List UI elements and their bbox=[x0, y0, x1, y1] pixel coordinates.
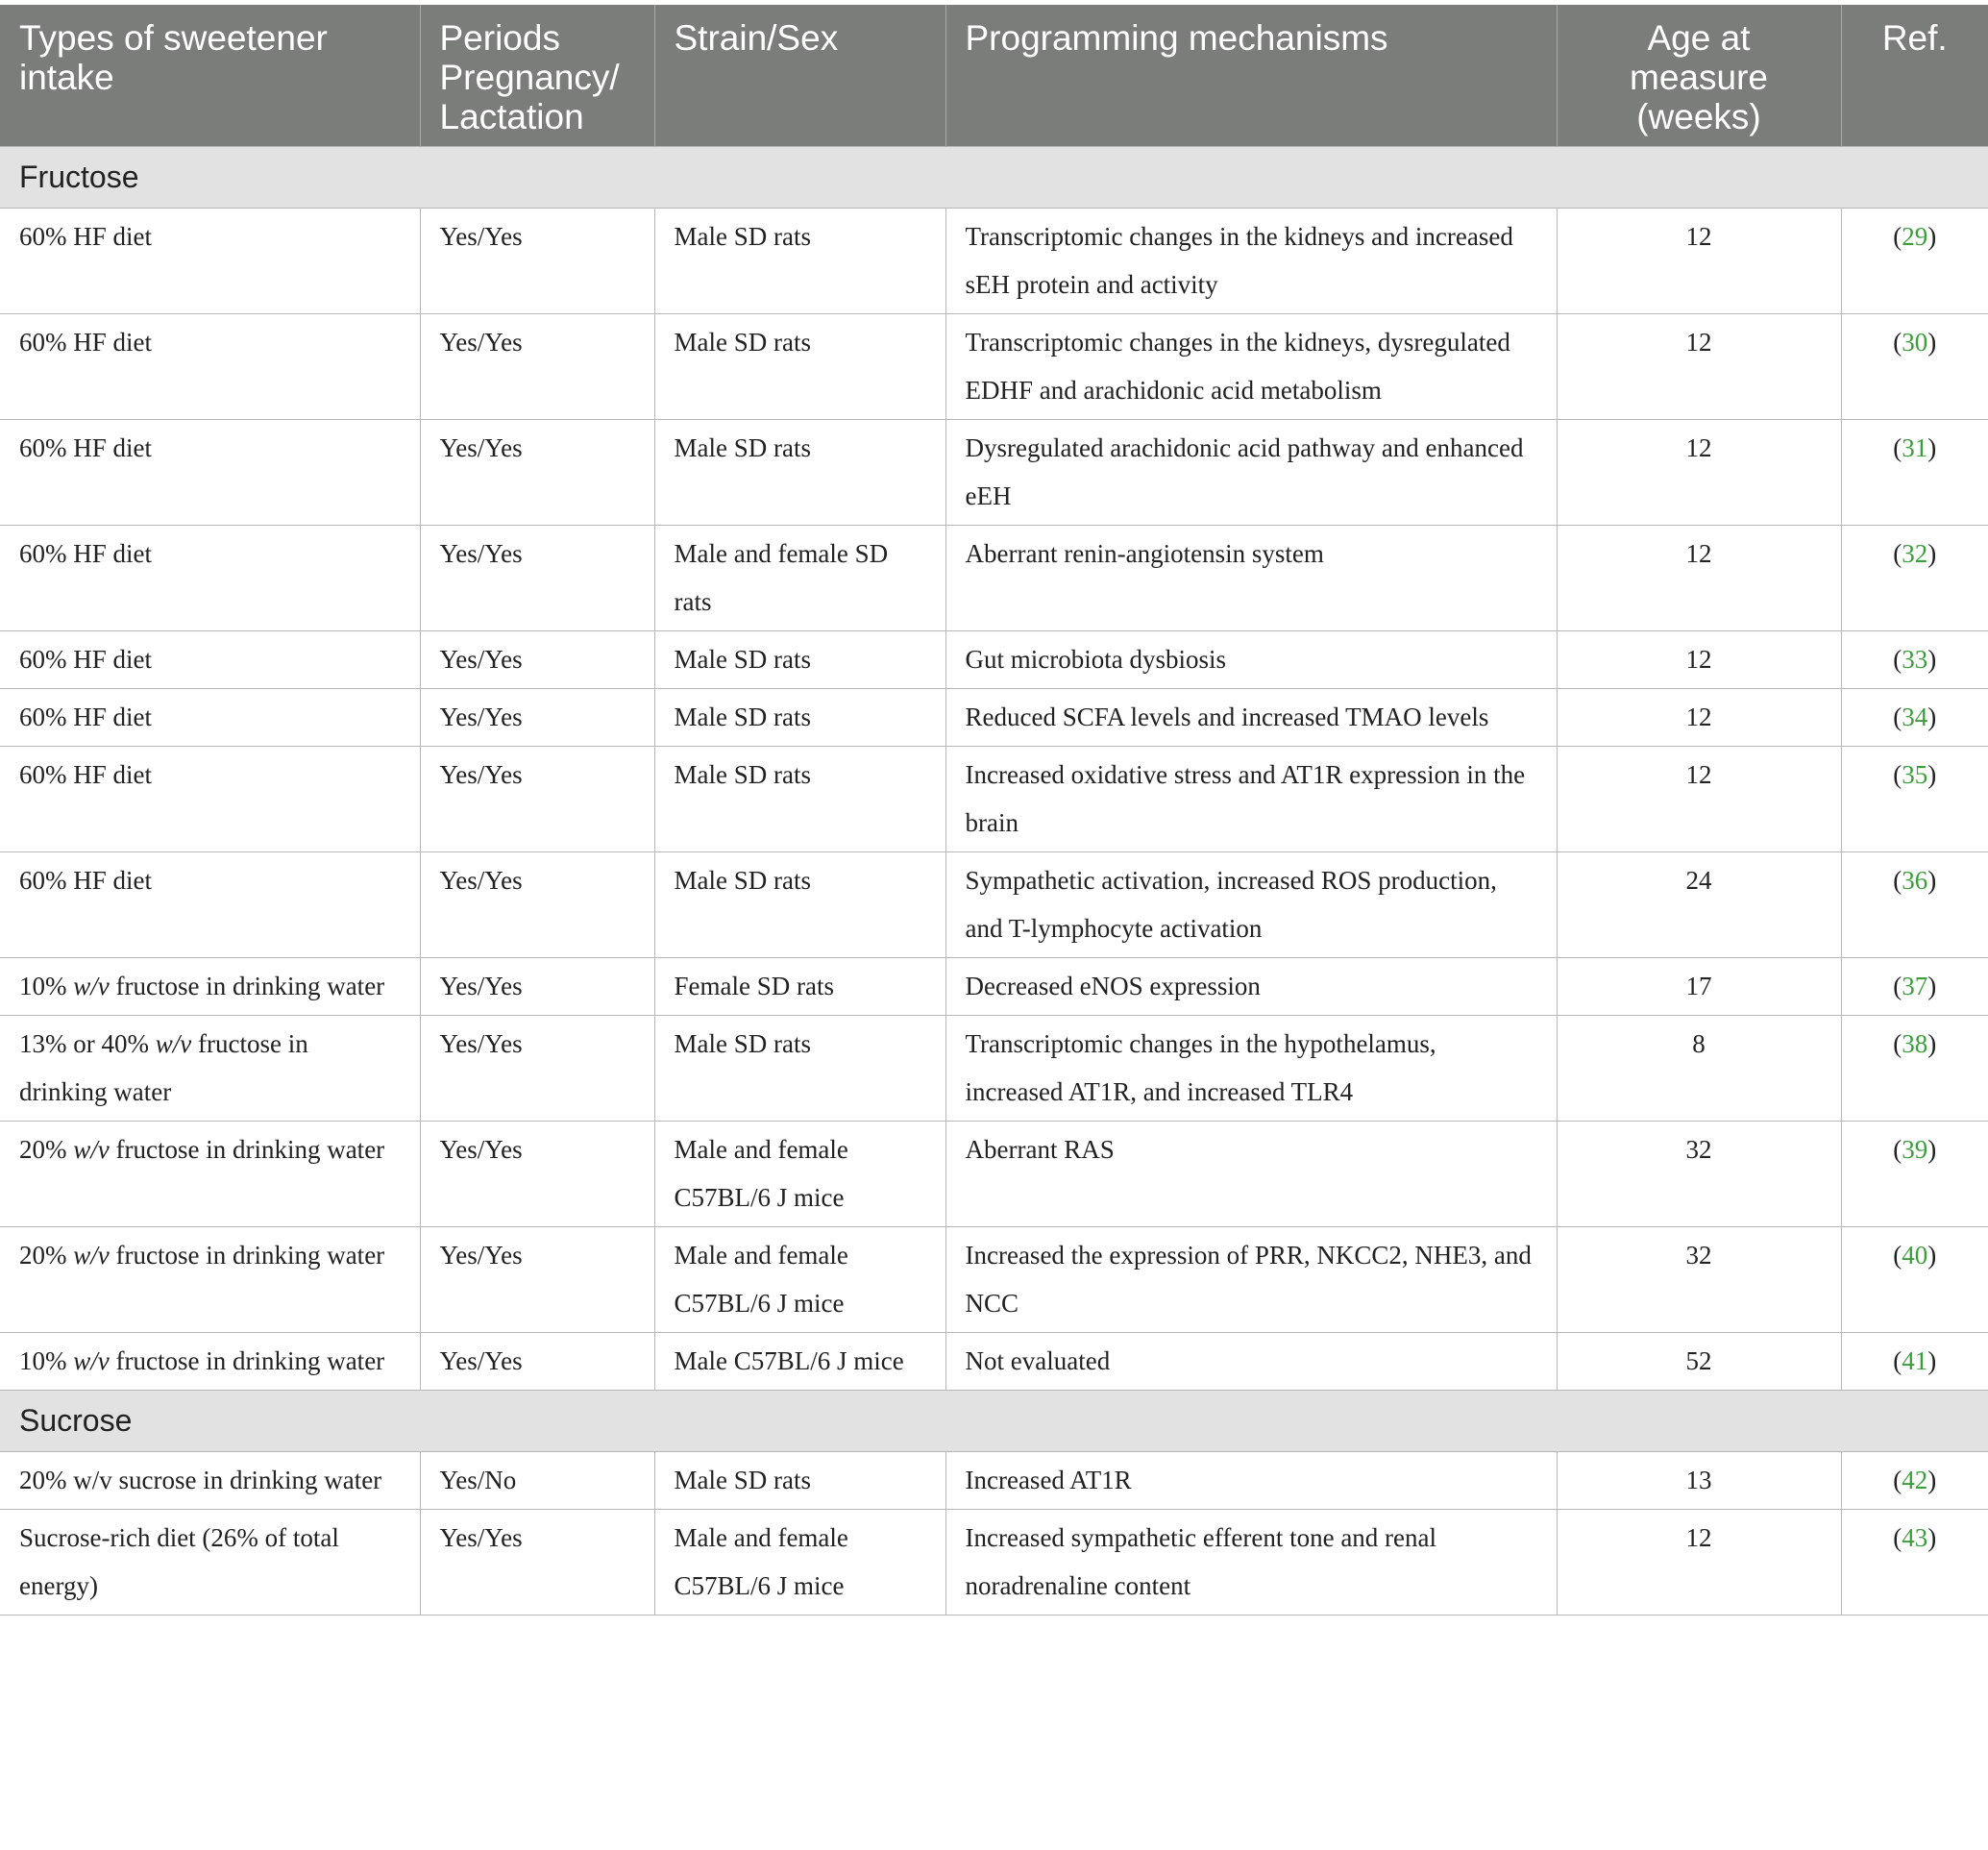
cell-programming-mechanism: Dysregulated arachidonic acid pathway and enhanced eEH bbox=[945, 420, 1557, 526]
reference-link[interactable]: 36 bbox=[1902, 866, 1928, 895]
table-row bbox=[0, 1122, 1988, 1227]
reference-link[interactable]: 31 bbox=[1902, 433, 1928, 462]
cell-age-at-measure: 12 bbox=[1557, 209, 1841, 314]
table-row bbox=[0, 314, 1988, 420]
cell-sweetener-intake: 60% HF diet bbox=[0, 314, 420, 420]
cell-age-at-measure: 24 bbox=[1557, 852, 1841, 958]
cell-age-at-measure: 12 bbox=[1557, 689, 1841, 747]
cell-age-at-measure: 12 bbox=[1557, 526, 1841, 631]
reference-link[interactable]: 34 bbox=[1902, 703, 1928, 731]
intake-text-pre: 10% bbox=[19, 1346, 74, 1375]
intake-text-pre: 20% bbox=[19, 1135, 74, 1164]
reference-link[interactable]: 40 bbox=[1902, 1241, 1928, 1270]
cell-programming-mechanism: Increased the expression of PRR, NKCC2, NHE3, and NCC bbox=[945, 1227, 1557, 1333]
cell-ref: (43) bbox=[1841, 1510, 1988, 1616]
header-ref: Ref. bbox=[1841, 5, 1988, 147]
cell-ref: (42) bbox=[1841, 1452, 1988, 1510]
cell-age-at-measure: 52 bbox=[1557, 1333, 1841, 1391]
cell-strain-sex: Female SD rats bbox=[654, 958, 945, 1016]
cell-sweetener-intake: Sucrose-rich diet (26% of total energy) bbox=[0, 1510, 420, 1616]
cell-sweetener-intake: 60% HF diet bbox=[0, 747, 420, 852]
cell-periods: Yes/Yes bbox=[420, 209, 654, 314]
section-title: Fructose bbox=[0, 147, 1988, 209]
cell-programming-mechanism: Transcriptomic changes in the kidneys and increased sEH protein and activity bbox=[945, 209, 1557, 314]
cell-ref: (35) bbox=[1841, 747, 1988, 852]
section-row-sucrose bbox=[0, 1391, 1988, 1452]
cell-programming-mechanism: Transcriptomic changes in the hypothelamus, increased AT1R, and increased TLR4 bbox=[945, 1016, 1557, 1122]
cell-programming-mechanism: Aberrant RAS bbox=[945, 1122, 1557, 1227]
cell-sweetener-intake bbox=[0, 1333, 420, 1391]
reference-link[interactable]: 39 bbox=[1902, 1135, 1928, 1164]
table-row bbox=[0, 1510, 1988, 1616]
cell-sweetener-intake: 60% HF diet bbox=[0, 526, 420, 631]
cell-age-at-measure: 12 bbox=[1557, 1510, 1841, 1616]
intake-text-post: fructose in drinking water bbox=[109, 1135, 385, 1164]
cell-programming-mechanism: Gut microbiota dysbiosis bbox=[945, 631, 1557, 689]
reference-link[interactable]: 32 bbox=[1902, 539, 1928, 568]
cell-periods: Yes/Yes bbox=[420, 314, 654, 420]
header-age-at-measure: Age at measure (weeks) bbox=[1557, 5, 1841, 147]
header-types-of-sweetener: Types of sweetener intake bbox=[0, 5, 420, 147]
table-row bbox=[0, 689, 1988, 747]
cell-programming-mechanism: Increased oxidative stress and AT1R expression in the brain bbox=[945, 747, 1557, 852]
cell-strain-sex: Male SD rats bbox=[654, 631, 945, 689]
header-programming-mechanisms: Programming mechanisms bbox=[945, 5, 1557, 147]
cell-periods: Yes/Yes bbox=[420, 1016, 654, 1122]
table-row bbox=[0, 1016, 1988, 1122]
table-row bbox=[0, 1452, 1988, 1510]
cell-ref: (38) bbox=[1841, 1016, 1988, 1122]
cell-ref: (37) bbox=[1841, 958, 1988, 1016]
cell-periods: Yes/Yes bbox=[420, 689, 654, 747]
cell-ref: (33) bbox=[1841, 631, 1988, 689]
table-row bbox=[0, 209, 1988, 314]
intake-text-unit: w/v bbox=[155, 1029, 192, 1058]
cell-ref: (36) bbox=[1841, 852, 1988, 958]
reference-link[interactable]: 41 bbox=[1902, 1346, 1928, 1375]
cell-sweetener-intake: 20% w/v sucrose in drinking water bbox=[0, 1452, 420, 1510]
cell-programming-mechanism: Increased sympathetic efferent tone and renal noradrenaline content bbox=[945, 1510, 1557, 1616]
cell-age-at-measure: 8 bbox=[1557, 1016, 1841, 1122]
cell-strain-sex: Male and female SD rats bbox=[654, 526, 945, 631]
cell-programming-mechanism: Increased AT1R bbox=[945, 1452, 1557, 1510]
reference-link[interactable]: 37 bbox=[1902, 972, 1928, 1000]
cell-periods: Yes/Yes bbox=[420, 420, 654, 526]
cell-age-at-measure: 17 bbox=[1557, 958, 1841, 1016]
cell-strain-sex: Male SD rats bbox=[654, 420, 945, 526]
cell-age-at-measure: 13 bbox=[1557, 1452, 1841, 1510]
cell-sweetener-intake: 60% HF diet bbox=[0, 420, 420, 526]
intake-text-post: fructose in drinking water bbox=[19, 1029, 308, 1106]
reference-link[interactable]: 42 bbox=[1902, 1466, 1928, 1494]
cell-strain-sex: Male SD rats bbox=[654, 1452, 945, 1510]
cell-programming-mechanism: Transcriptomic changes in the kidneys, dysregulated EDHF and arachidonic acid metabolism bbox=[945, 314, 1557, 420]
cell-strain-sex: Male SD rats bbox=[654, 852, 945, 958]
reference-link[interactable]: 29 bbox=[1902, 222, 1928, 251]
intake-text-pre: 13% or 40% bbox=[19, 1029, 156, 1058]
cell-ref: (41) bbox=[1841, 1333, 1988, 1391]
table-row bbox=[0, 958, 1988, 1016]
intake-text-unit: w/v bbox=[73, 1346, 110, 1375]
cell-periods: Yes/Yes bbox=[420, 958, 654, 1016]
cell-sweetener-intake bbox=[0, 958, 420, 1016]
header-strain-sex: Strain/Sex bbox=[654, 5, 945, 147]
section-title: Sucrose bbox=[0, 1391, 1988, 1452]
reference-link[interactable]: 35 bbox=[1902, 760, 1928, 789]
cell-programming-mechanism: Decreased eNOS expression bbox=[945, 958, 1557, 1016]
cell-age-at-measure: 12 bbox=[1557, 314, 1841, 420]
table-row bbox=[0, 1227, 1988, 1333]
cell-strain-sex: Male SD rats bbox=[654, 1016, 945, 1122]
cell-ref: (34) bbox=[1841, 689, 1988, 747]
table-header-row bbox=[0, 5, 1988, 147]
sweetener-table bbox=[0, 5, 1988, 1616]
intake-text-unit: w/v bbox=[73, 1135, 110, 1164]
cell-ref: (40) bbox=[1841, 1227, 1988, 1333]
reference-link[interactable]: 30 bbox=[1902, 328, 1928, 357]
cell-sweetener-intake: 60% HF diet bbox=[0, 689, 420, 747]
reference-link[interactable]: 33 bbox=[1902, 645, 1928, 674]
reference-link[interactable]: 38 bbox=[1902, 1029, 1928, 1058]
table-row bbox=[0, 852, 1988, 958]
cell-periods: Yes/Yes bbox=[420, 1122, 654, 1227]
intake-text-post: fructose in drinking water bbox=[109, 1241, 385, 1270]
cell-periods: Yes/Yes bbox=[420, 1333, 654, 1391]
cell-strain-sex: Male and female C57BL/6 J mice bbox=[654, 1227, 945, 1333]
cell-strain-sex: Male SD rats bbox=[654, 209, 945, 314]
cell-strain-sex: Male and female C57BL/6 J mice bbox=[654, 1510, 945, 1616]
table-body bbox=[0, 147, 1988, 1616]
cell-strain-sex: Male C57BL/6 J mice bbox=[654, 1333, 945, 1391]
intake-text-unit: w/v bbox=[73, 972, 110, 1000]
cell-ref: (31) bbox=[1841, 420, 1988, 526]
cell-ref: (32) bbox=[1841, 526, 1988, 631]
cell-strain-sex: Male SD rats bbox=[654, 747, 945, 852]
cell-sweetener-intake: 60% HF diet bbox=[0, 852, 420, 958]
cell-strain-sex: Male SD rats bbox=[654, 689, 945, 747]
cell-periods: Yes/Yes bbox=[420, 1510, 654, 1616]
intake-text-post: fructose in drinking water bbox=[109, 972, 385, 1000]
cell-strain-sex: Male and female C57BL/6 J mice bbox=[654, 1122, 945, 1227]
cell-age-at-measure: 12 bbox=[1557, 631, 1841, 689]
table-row bbox=[0, 631, 1988, 689]
cell-age-at-measure: 12 bbox=[1557, 747, 1841, 852]
cell-programming-mechanism: Not evaluated bbox=[945, 1333, 1557, 1391]
cell-ref: (39) bbox=[1841, 1122, 1988, 1227]
intake-text-pre: 20% bbox=[19, 1241, 74, 1270]
cell-sweetener-intake: 60% HF diet bbox=[0, 209, 420, 314]
cell-periods: Yes/Yes bbox=[420, 1227, 654, 1333]
cell-ref: (30) bbox=[1841, 314, 1988, 420]
header-periods: Periods Pregnancy/ Lactation bbox=[420, 5, 654, 147]
cell-age-at-measure: 32 bbox=[1557, 1122, 1841, 1227]
cell-periods: Yes/Yes bbox=[420, 631, 654, 689]
cell-sweetener-intake: 60% HF diet bbox=[0, 631, 420, 689]
cell-age-at-measure: 32 bbox=[1557, 1227, 1841, 1333]
table-row bbox=[0, 420, 1988, 526]
table-row bbox=[0, 747, 1988, 852]
intake-text-post: fructose in drinking water bbox=[109, 1346, 385, 1375]
cell-ref: (29) bbox=[1841, 209, 1988, 314]
cell-sweetener-intake bbox=[0, 1122, 420, 1227]
cell-sweetener-intake bbox=[0, 1016, 420, 1122]
intake-text-unit: w/v bbox=[73, 1241, 110, 1270]
cell-age-at-measure: 12 bbox=[1557, 420, 1841, 526]
cell-programming-mechanism: Aberrant renin-angiotensin system bbox=[945, 526, 1557, 631]
cell-periods: Yes/Yes bbox=[420, 526, 654, 631]
section-row-fructose bbox=[0, 147, 1988, 209]
cell-programming-mechanism: Sympathetic activation, increased ROS production, and T-lymphocyte activation bbox=[945, 852, 1557, 958]
cell-periods: Yes/No bbox=[420, 1452, 654, 1510]
intake-text-pre: 10% bbox=[19, 972, 74, 1000]
cell-periods: Yes/Yes bbox=[420, 747, 654, 852]
table-row bbox=[0, 1333, 1988, 1391]
table-row bbox=[0, 526, 1988, 631]
reference-link[interactable]: 43 bbox=[1902, 1523, 1928, 1552]
cell-strain-sex: Male SD rats bbox=[654, 314, 945, 420]
cell-programming-mechanism: Reduced SCFA levels and increased TMAO levels bbox=[945, 689, 1557, 747]
cell-sweetener-intake bbox=[0, 1227, 420, 1333]
cell-periods: Yes/Yes bbox=[420, 852, 654, 958]
